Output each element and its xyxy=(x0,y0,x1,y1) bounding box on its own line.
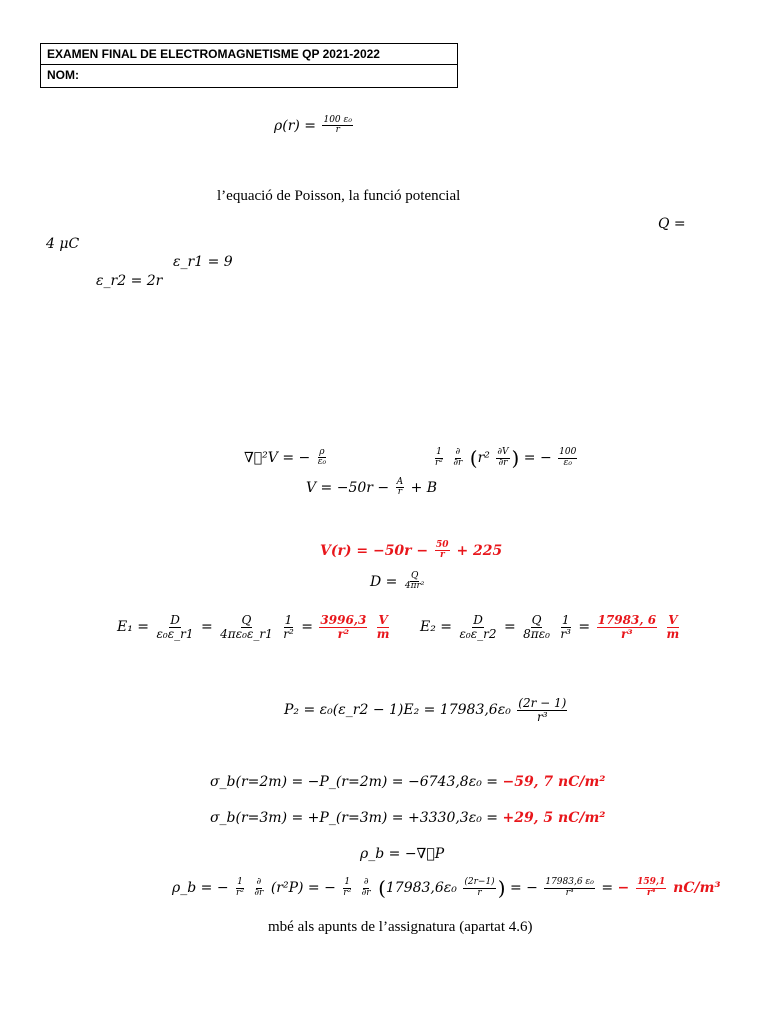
fraction-numerator: ρ xyxy=(319,447,325,457)
fraction xyxy=(253,878,264,898)
equation-term: = − xyxy=(523,450,552,466)
electric-field-1-equation xyxy=(117,614,393,640)
fraction-denominator: ∂r xyxy=(361,887,371,898)
fraction xyxy=(558,448,577,468)
equation-term: ρ(r) = xyxy=(274,117,317,134)
fraction-numerator: D xyxy=(473,613,483,627)
fraction-numerator: 159,1 xyxy=(637,877,666,888)
fraction xyxy=(219,614,274,640)
fraction-numerator: D xyxy=(170,613,180,627)
fraction-numerator: (2r − 1) xyxy=(518,696,567,710)
fraction xyxy=(235,878,245,898)
fraction-denominator: r² xyxy=(236,887,244,898)
spherical-poisson-equation xyxy=(432,446,579,470)
surface-charge-3m xyxy=(210,810,605,826)
fraction-numerator: Q xyxy=(241,613,252,627)
fraction-numerator: 1 xyxy=(344,877,351,888)
permittivity-region-2: ε_r2 = 2r xyxy=(96,273,163,289)
fraction-denominator: ε₀ xyxy=(317,457,327,468)
fraction-denominator: r⁴ xyxy=(646,887,656,898)
equation-term: = xyxy=(601,880,614,896)
equation-term: (r²P) = − xyxy=(270,880,336,896)
fraction xyxy=(404,572,426,592)
equation-term: E₂ = xyxy=(420,619,453,636)
charge-lhs: Q = xyxy=(658,216,686,232)
electric-field-2-equation xyxy=(420,614,682,640)
fraction xyxy=(458,614,497,640)
fraction-denominator: ∂r xyxy=(498,457,508,468)
fraction-denominator: r² xyxy=(435,457,443,468)
fraction-numerator: Q xyxy=(531,613,542,627)
bracket: ) xyxy=(497,876,506,900)
fraction-numerator: 1 xyxy=(237,877,243,888)
fraction xyxy=(361,878,372,898)
fraction-numerator: 1 xyxy=(561,613,570,627)
bracket: ) xyxy=(511,446,520,470)
surface-charge-3m-result: +29, 5 nC/m² xyxy=(502,810,606,826)
fraction xyxy=(342,878,352,898)
exam-title: EXAMEN FINAL DE ELECTROMAGNETISME QP 2021-2022 xyxy=(47,47,380,61)
fraction-numerator: A xyxy=(396,477,404,487)
fraction-numerator: (2r−1) xyxy=(464,877,495,888)
fraction-numerator: Q xyxy=(410,571,419,581)
fraction-numerator: 50 xyxy=(436,540,449,550)
fraction xyxy=(496,448,509,468)
fraction-denominator: r² xyxy=(337,626,350,641)
fraction xyxy=(434,448,444,468)
charge-value: 4 μC xyxy=(46,236,80,252)
bracket: ( xyxy=(378,876,386,900)
fraction xyxy=(396,478,405,498)
equation-term: = − xyxy=(509,880,538,896)
fraction xyxy=(463,878,495,898)
equation-term: ρ_b = − xyxy=(172,880,229,896)
fraction-denominator: r xyxy=(335,125,340,136)
electric-field-2-result xyxy=(597,614,657,640)
fraction-denominator: m xyxy=(666,626,680,641)
poisson-equation xyxy=(244,448,329,468)
equation-term: ∇⃗²V = − xyxy=(244,449,311,466)
equation-term: P₂ = ε₀(ε_r2 − 1)E₂ = 17983,6ε₀ xyxy=(284,702,511,719)
fraction-numerator: 1 xyxy=(284,613,293,627)
fraction xyxy=(452,448,463,468)
equation-term: − xyxy=(617,880,630,896)
surface-charge-2m-result: −59, 7 nC/m² xyxy=(502,774,606,790)
fraction-numerator: V xyxy=(378,613,388,627)
equation-term: = xyxy=(301,619,313,636)
fraction-numerator: V xyxy=(668,613,678,627)
polarization-equation xyxy=(284,697,569,723)
equation-term: nC/m³ xyxy=(673,880,721,896)
fraction-numerator: ∂ xyxy=(256,877,262,888)
fraction-denominator: r xyxy=(477,887,482,898)
equation-term: D = xyxy=(370,573,398,590)
equation-term: r² xyxy=(477,450,490,466)
fraction-numerator: ∂ xyxy=(363,877,369,888)
permittivity-region-1: ε_r1 = 9 xyxy=(173,254,233,270)
general-solution xyxy=(306,478,437,498)
fraction-denominator: m xyxy=(376,626,390,641)
fraction-numerator: 3996,3 xyxy=(320,613,367,627)
fraction-denominator: r² xyxy=(283,626,294,641)
equation-term: σ_b(r=3m) = +P_(r=3m) = +3330,3ε₀ = xyxy=(210,810,499,826)
fraction-numerator: 100 ε₀ xyxy=(323,115,352,125)
bound-charge-definition: ρ_b = −∇⃗P xyxy=(360,846,445,862)
equation-term: E₁ = xyxy=(117,619,150,636)
fraction-denominator: ∂r xyxy=(254,887,264,898)
potential-result xyxy=(320,541,502,561)
fraction-numerator: ∂V xyxy=(497,447,509,458)
equation-term: + 225 xyxy=(456,542,503,559)
equation-term: + B xyxy=(410,479,438,496)
equation-term: σ_b(r=2m) = −P_(r=2m) = −6743,8ε₀ = xyxy=(210,774,499,790)
fraction-numerator: 1 xyxy=(436,447,442,458)
equation-term: V(r) = −50r − xyxy=(320,542,429,559)
footer-reference-text: mbé als apunts de l’assignatura (apartat 4.6) xyxy=(268,919,533,935)
fraction xyxy=(435,541,450,561)
equation-term: 17983,6ε₀ xyxy=(385,880,457,896)
bound-charge-density-equation xyxy=(172,876,721,900)
fraction-denominator: r³ xyxy=(560,626,571,641)
fraction xyxy=(522,614,551,640)
fraction-denominator: ε₀ε_r1 xyxy=(156,626,194,641)
exam-header-box xyxy=(40,43,458,88)
fraction xyxy=(322,116,352,136)
equation-term: = xyxy=(503,619,516,636)
displacement-equation xyxy=(370,572,427,592)
equation-term: V = −50r − xyxy=(306,479,390,496)
fraction xyxy=(282,614,295,640)
bound-charge-result xyxy=(617,877,721,898)
fraction-denominator: ε₀ xyxy=(563,457,572,468)
fraction xyxy=(544,878,595,898)
fraction-denominator: r xyxy=(439,550,445,561)
bracket: ( xyxy=(469,446,478,470)
electric-field-1-unit xyxy=(376,614,391,640)
fraction xyxy=(517,697,567,723)
fraction-denominator: ε₀ε_r2 xyxy=(459,626,497,641)
name-label: NOM: xyxy=(41,64,457,85)
fraction-denominator: ∂r xyxy=(453,457,463,468)
fraction-denominator: 8πε₀ xyxy=(523,626,550,641)
fraction xyxy=(636,878,666,898)
electric-field-2-unit xyxy=(666,614,681,640)
fraction-numerator: ∂ xyxy=(455,447,461,458)
fraction-denominator: r⁴ xyxy=(565,887,574,898)
fraction xyxy=(559,614,572,640)
fraction-denominator: r³ xyxy=(537,709,548,724)
equation-term: = xyxy=(200,619,213,636)
fraction-denominator: 4πε₀ε_r1 xyxy=(220,626,273,641)
fraction xyxy=(155,614,194,640)
fraction-denominator: r³ xyxy=(621,626,633,641)
electric-field-1-result xyxy=(319,614,367,640)
fraction-denominator: r xyxy=(397,487,403,498)
fraction-numerator: 100 xyxy=(559,447,577,458)
surface-charge-2m xyxy=(210,774,605,790)
fraction xyxy=(317,448,327,468)
poisson-intro-text: l’equació de Poisson, la funció potencial xyxy=(217,188,461,204)
equation-term: = xyxy=(578,619,591,636)
charge-density-equation xyxy=(274,116,355,136)
fraction-denominator: 4πr² xyxy=(404,581,425,592)
fraction-numerator: 17983,6 ε₀ xyxy=(545,877,594,888)
fraction-denominator: r² xyxy=(343,887,352,898)
fraction-numerator: 17983, 6 xyxy=(597,613,657,627)
